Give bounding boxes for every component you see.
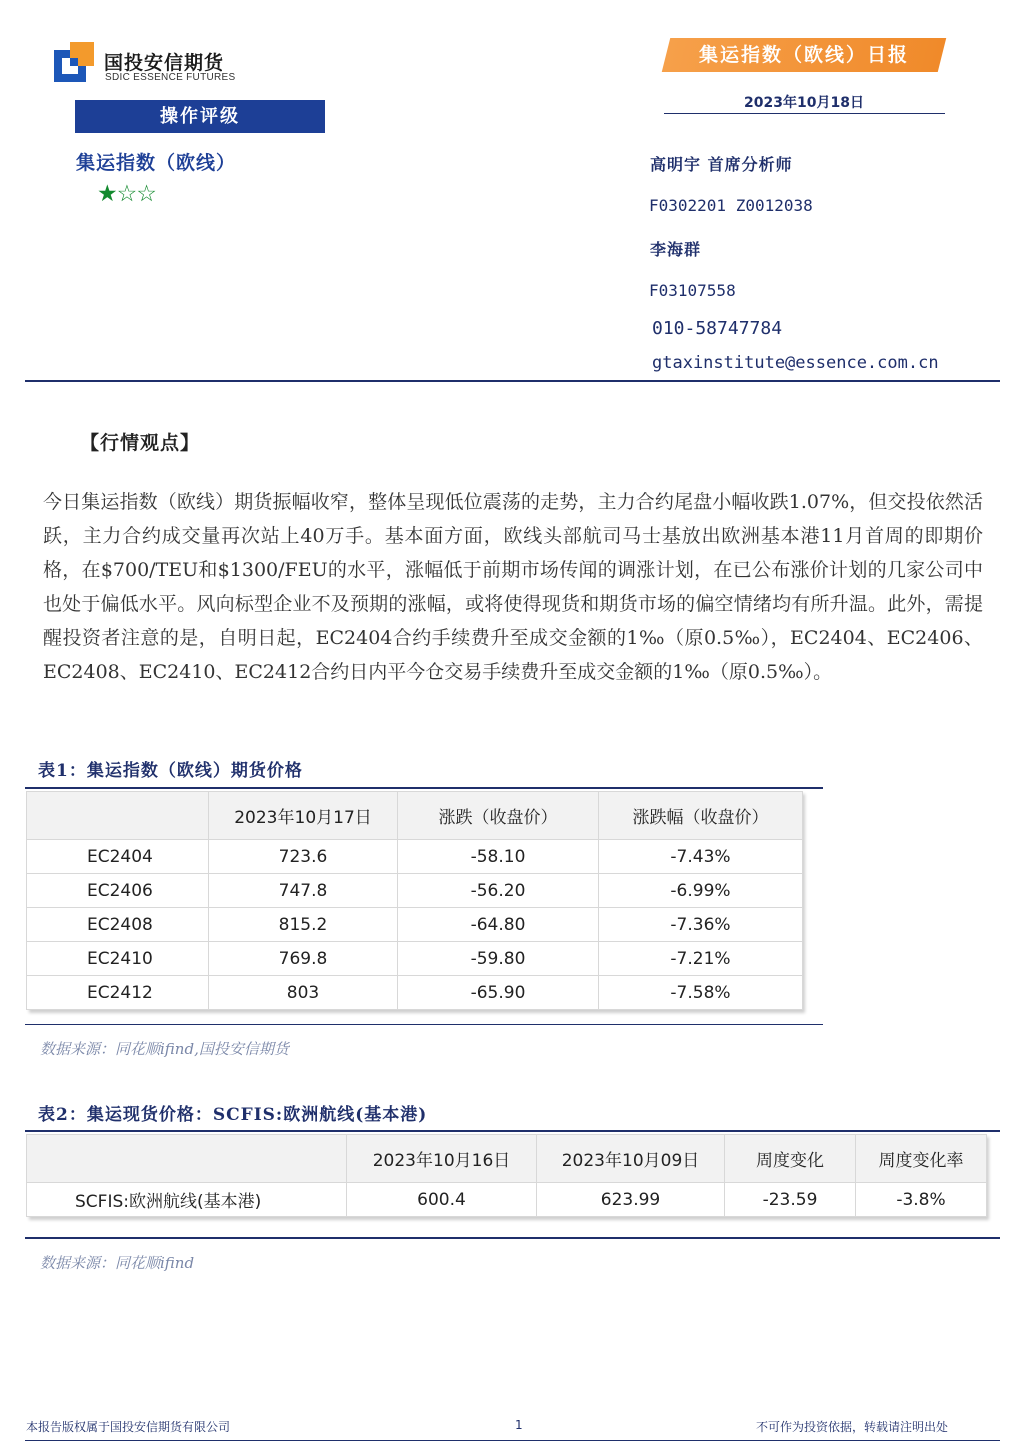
- date-divider: [664, 113, 945, 114]
- analyst-name: 高明宇 首席分析师: [650, 155, 793, 174]
- table-row: [27, 908, 803, 942]
- table-cell: 600.4: [347, 1183, 537, 1217]
- header-divider: [25, 380, 1000, 382]
- contract-code: EC2410: [27, 942, 209, 976]
- table1-bottom-rule: [25, 1024, 823, 1025]
- table2-bottom-rule: [25, 1237, 1000, 1239]
- contact-phone: 010-58747784: [652, 318, 783, 339]
- table-cell: 803: [209, 976, 398, 1010]
- analyst-license-id: F0302201 Z0012038: [649, 196, 813, 215]
- company-logo: [54, 42, 254, 92]
- table1-source: 数据来源：同花顺ifind,国投安信期货: [40, 1040, 289, 1058]
- table-cell: 623.99: [537, 1183, 725, 1217]
- table-cell: -7.43%: [599, 840, 803, 874]
- contract-code: EC2408: [27, 908, 209, 942]
- table-row: [27, 976, 803, 1010]
- table2-source: 数据来源：同花顺ifind: [40, 1254, 195, 1272]
- table-cell: -7.21%: [599, 942, 803, 976]
- table-cell: -3.8%: [856, 1183, 987, 1217]
- contact-email-link[interactable]: gtaxinstitute@essence.com.cn: [652, 353, 939, 373]
- section-heading: 【行情观点】: [80, 432, 201, 454]
- table-header-cell: 涨跌幅（收盘价）: [599, 792, 803, 840]
- table-header-cell: 周度变化: [725, 1135, 856, 1183]
- table-row: [27, 874, 803, 908]
- table2-container: [26, 1134, 986, 1217]
- table-header-row: [27, 792, 803, 840]
- table-cell: -6.99%: [599, 874, 803, 908]
- logo-text-cn: 国投安信期货: [104, 52, 225, 74]
- rating-stars-icon: ★☆☆: [97, 181, 156, 207]
- contract-code: EC2406: [27, 874, 209, 908]
- table-cell: -23.59: [725, 1183, 856, 1217]
- market-view-paragraph: 今日集运指数（欧线）期货振幅收窄，整体呈现低位震荡的走势，主力合约尾盘小幅收跌1.07%，但交投依然活跃，主力合约成交量再次站上40万手。基本面方面，欧线头部航司马士基放出欧洲基本港11月首周的即期价格，在$700/TEU和$1300/FEU的水平，涨幅低于前期市场传闻的调涨计划，在已公布涨价计划的几家公司中也处于偏低水平。风向标型企业不及预期的涨幅，或将使得现货和期货市场的偏空情绪均有所升温。此外，需提醒投资者注意的是，自明日起，EC2404合约手续费升至成交金额的1‰（原0.5‰），EC2404、EC2406、EC2408、EC2410、EC2412合约日内平今仓交易手续费升至成交金额的1‰（原0.5‰）。: [43, 491, 983, 683]
- table-cell: -7.36%: [599, 908, 803, 942]
- table1-top-rule: [25, 787, 823, 789]
- table2-caption: 表2：集运现货价格：SCFIS:欧洲航线(基本港): [38, 1105, 428, 1125]
- table-cell: -58.10: [398, 840, 599, 874]
- report-title: 集运指数（欧线）日报: [698, 44, 909, 66]
- table-header-cell: 2023年10月16日: [347, 1135, 537, 1183]
- analyst-license-id: F03107558: [649, 281, 736, 300]
- rating-header: 操作评级: [75, 100, 325, 133]
- table-row: [27, 942, 803, 976]
- table1-caption: 表1：集运指数（欧线）期货价格: [38, 761, 303, 781]
- table-cell: -56.20: [398, 874, 599, 908]
- futures-price-table: [26, 791, 803, 1010]
- table-header-row: [27, 1135, 987, 1183]
- footer-disclaimer: 不可作为投资依据，转载请注明出处: [756, 1420, 949, 1434]
- footer-copyright: 本报告版权属于国投安信期货有限公司: [26, 1420, 231, 1434]
- logo-mark-icon: [54, 42, 94, 82]
- spot-price-table: [26, 1134, 987, 1217]
- table-header-cell: 周度变化率: [856, 1135, 987, 1183]
- table-cell: 769.8: [209, 942, 398, 976]
- table-header-cell: [27, 792, 209, 840]
- table-cell: -64.80: [398, 908, 599, 942]
- table-cell: 747.8: [209, 874, 398, 908]
- table-row: [27, 840, 803, 874]
- table1-container: [26, 791, 802, 1010]
- table-cell: -59.80: [398, 942, 599, 976]
- table-header-cell: [27, 1135, 347, 1183]
- table-cell: -7.58%: [599, 976, 803, 1010]
- analyst-name: 李海群: [650, 240, 702, 259]
- index-name: SCFIS:欧洲航线(基本港): [27, 1183, 347, 1217]
- logo-text-en: SDIC ESSENCE FUTURES: [105, 72, 236, 83]
- table-header-cell: 涨跌（收盘价）: [398, 792, 599, 840]
- report-date: 2023年10月18日: [744, 95, 864, 111]
- footer-divider: [25, 1440, 1000, 1441]
- table-cell: -65.90: [398, 976, 599, 1010]
- table-cell: 815.2: [209, 908, 398, 942]
- contract-code: EC2412: [27, 976, 209, 1010]
- contract-code: EC2404: [27, 840, 209, 874]
- table-row: [27, 1183, 987, 1217]
- page-number: 1: [515, 1418, 523, 1432]
- table2-top-rule: [25, 1130, 1000, 1132]
- table-header-cell: 2023年10月09日: [537, 1135, 725, 1183]
- rating-subject: 集运指数（欧线）: [76, 152, 237, 174]
- table-header-cell: 2023年10月17日: [209, 792, 398, 840]
- table-cell: 723.6: [209, 840, 398, 874]
